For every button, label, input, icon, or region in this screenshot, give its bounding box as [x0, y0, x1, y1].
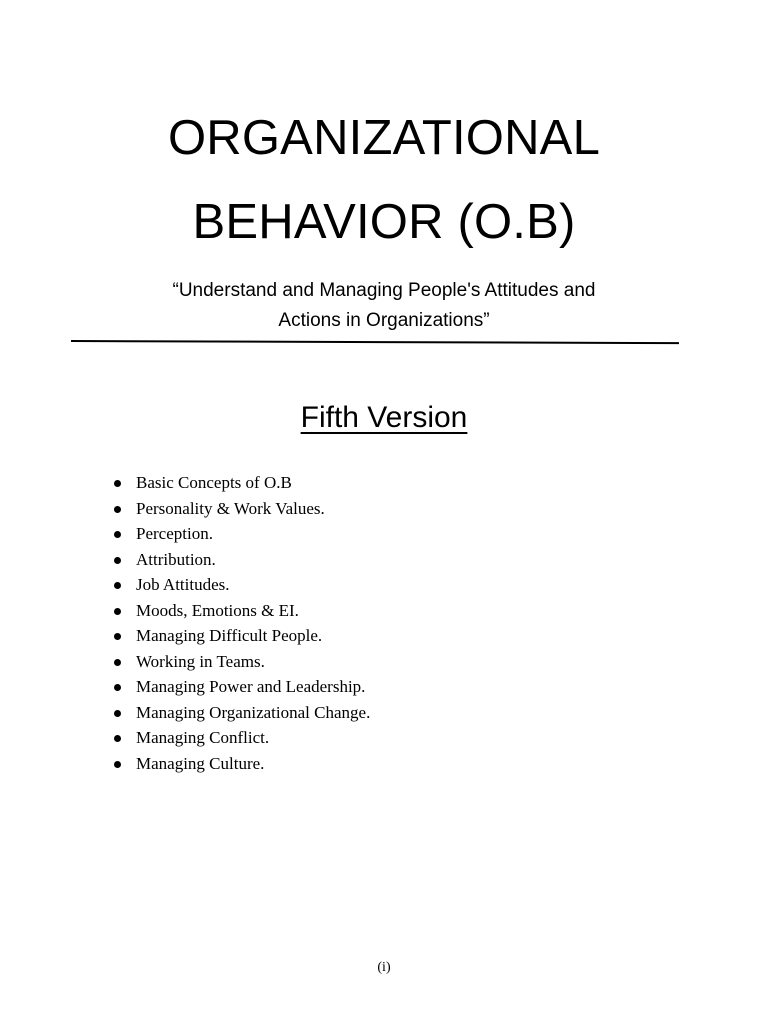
page-number: (i)	[377, 960, 391, 975]
subtitle-line-1: “Understand and Managing People's Attitudes and	[172, 280, 596, 301]
topic-label: Managing Difficult People.	[136, 626, 323, 645]
topic-label: Personality & Work Values.	[136, 498, 325, 518]
version-heading-text: Fifth Version	[300, 401, 468, 434]
topic-label: Managing Power and Leadership.	[136, 677, 366, 696]
bullet-icon	[114, 608, 121, 615]
topic-label: Working in Teams.	[136, 651, 265, 671]
bullet-icon	[114, 480, 121, 487]
topic-label: Managing Culture.	[136, 753, 265, 773]
topic-label: Attribution.	[136, 549, 216, 569]
topic-item	[0, 521, 370, 547]
bullet-icon	[114, 557, 121, 564]
bullet-icon	[114, 684, 121, 691]
topic-item	[0, 751, 370, 777]
topic-item	[0, 547, 370, 573]
bullet-icon	[114, 659, 121, 666]
topic-item	[0, 700, 370, 726]
version-heading	[0, 398, 768, 438]
topics-list	[0, 470, 370, 776]
topic-item	[0, 725, 370, 751]
topic-label: Managing Conflict.	[136, 728, 270, 747]
topic-item	[0, 572, 370, 598]
horizontal-divider	[71, 340, 679, 344]
bullet-icon	[114, 582, 121, 589]
topic-item	[0, 623, 370, 649]
topic-item	[0, 674, 370, 700]
topic-item	[0, 598, 370, 624]
bullet-icon	[114, 633, 121, 640]
topic-label: Basic Concepts of O.B	[136, 473, 292, 492]
bullet-icon	[114, 735, 121, 742]
bullet-icon	[114, 710, 121, 717]
bullet-icon	[114, 761, 121, 768]
topic-item	[0, 470, 370, 496]
title-line-2: BEHAVIOR (O.B)	[192, 195, 576, 249]
bullet-icon	[114, 531, 121, 538]
topic-label: Job Attitudes.	[136, 575, 230, 594]
topic-label: Perception.	[136, 524, 213, 543]
bullet-icon	[114, 506, 121, 513]
topic-item	[0, 649, 370, 675]
topic-item	[0, 496, 370, 522]
title-line-1: ORGANIZATIONAL	[167, 111, 601, 165]
topic-label: Managing Organizational Change.	[136, 702, 371, 722]
subtitle-line-2: Actions in Organizations”	[278, 310, 490, 331]
topic-label: Moods, Emotions & EI.	[136, 600, 299, 620]
